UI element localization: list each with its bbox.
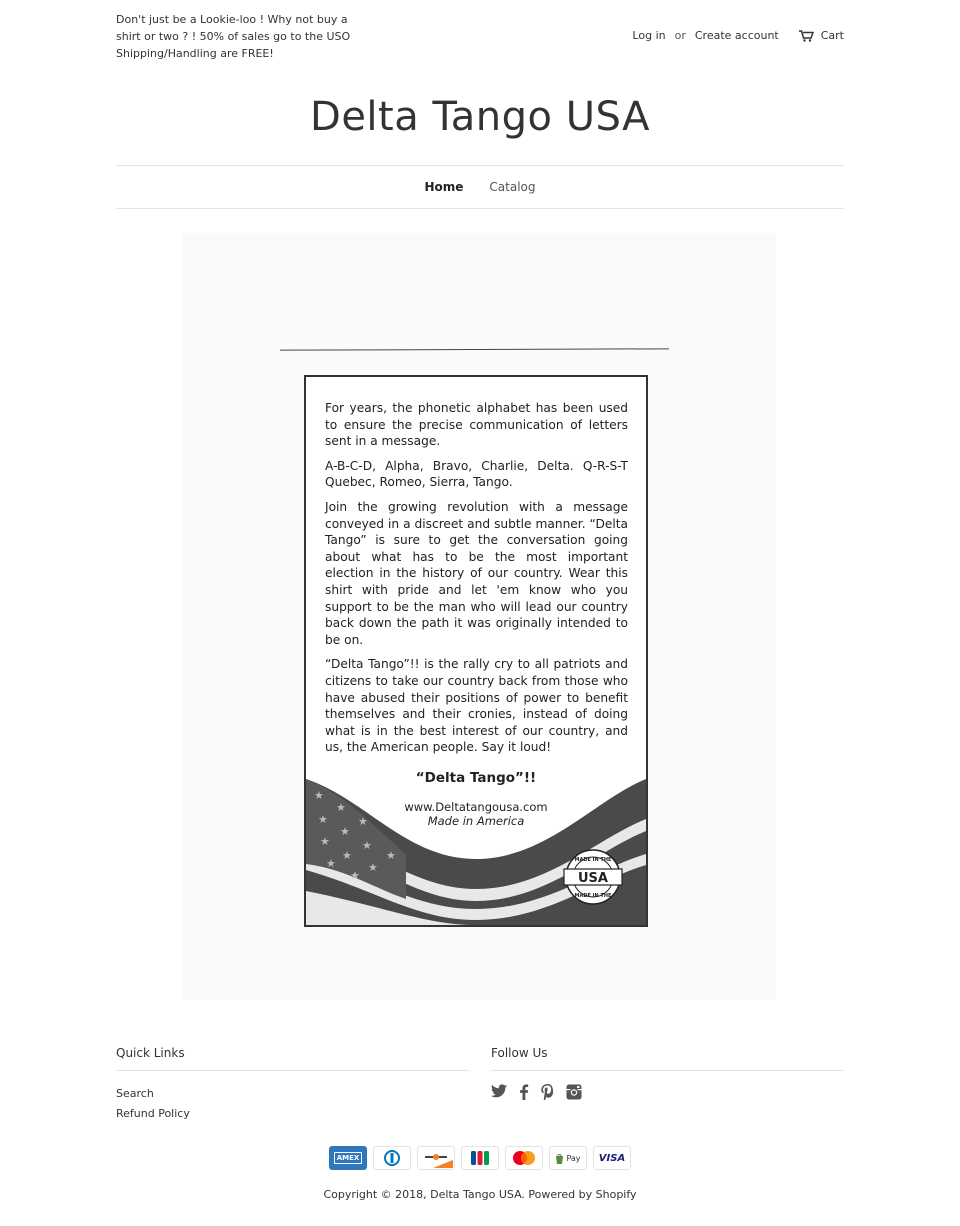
svg-text:★: ★ <box>386 849 396 862</box>
facebook-icon[interactable] <box>519 1084 529 1100</box>
jcb-icon <box>461 1146 499 1170</box>
shopify-pay-icon: Pay <box>549 1146 587 1170</box>
american-flag-graphic <box>306 779 646 925</box>
cart-link[interactable] <box>799 29 844 42</box>
copyright-text: Copyright © 2018, Delta Tango USA. Powered by Shopify <box>323 1188 637 1201</box>
instagram-icon[interactable] <box>566 1084 582 1100</box>
login-link[interactable]: Log in <box>632 29 666 42</box>
follow-us-title: Follow Us <box>491 1046 844 1071</box>
visa-icon: VISA <box>593 1146 631 1170</box>
flyer-url: www.Deltatangousa.com <box>404 799 548 814</box>
svg-text:★: ★ <box>336 801 346 814</box>
discover-icon <box>417 1146 455 1170</box>
svg-text:★: ★ <box>368 861 378 874</box>
amex-icon: AMEX <box>329 1146 367 1170</box>
flyer-paragraph-1: For years, the phonetic alphabet has been used to ensure the precise communication of letters sent in a message. <box>325 401 628 449</box>
or-separator: or <box>674 29 686 42</box>
svg-text:★: ★ <box>320 835 330 848</box>
svg-text:★: ★ <box>342 849 352 862</box>
flyer-made-in: Made in America <box>427 813 525 828</box>
site-title[interactable]: Delta Tango USA <box>310 94 650 140</box>
svg-text:★: ★ <box>358 815 368 828</box>
svg-text:★: ★ <box>326 857 336 870</box>
mastercard-icon <box>505 1146 543 1170</box>
featured-image <box>183 233 776 1000</box>
svg-text:★: ★ <box>350 869 360 882</box>
scan-rule-line <box>280 348 669 350</box>
flyer-paragraph-3: Join the growing revolution with a message conveyed in a discreet and subtle manner. “Delta Tango” is sure to get the conversation going about what has to be the most important election in the history of our country. Wear this shirt with pride and let 'em know who you support to be the man who will lead our country back down the path it was originally intended to be on. <box>325 499 628 647</box>
footer-follow-us <box>491 1046 844 1100</box>
cart-icon <box>799 30 814 42</box>
account-links <box>632 29 844 42</box>
cart-label: Cart <box>820 29 844 42</box>
badge-bottom-text: MADE IN THE <box>574 893 612 899</box>
svg-text:★: ★ <box>318 813 328 826</box>
footer-quick-links <box>116 1046 469 1124</box>
nav-item-catalog[interactable]: Catalog <box>489 180 536 194</box>
announcement-text: Don't just be a Lookie-loo ! Why not buy a shirt or two ? ! 50% of sales go to the USO Shipping/Handling are FREE! <box>116 13 351 60</box>
quick-links-title: Quick Links <box>116 1046 469 1071</box>
diners-club-icon <box>373 1146 411 1170</box>
badge-top-text: MADE IN THE <box>574 857 612 863</box>
pinterest-icon[interactable] <box>541 1084 554 1100</box>
nav-item-home[interactable]: Home <box>424 180 464 194</box>
svg-text:★: ★ <box>314 789 324 802</box>
main-nav <box>116 165 844 209</box>
flyer-slogan: “Delta Tango”!! <box>415 769 537 786</box>
payment-methods <box>0 1146 960 1170</box>
create-account-link[interactable]: Create account <box>694 29 779 42</box>
flyer-card <box>304 375 648 927</box>
badge-usa-text: USA <box>578 871 608 886</box>
svg-text:★: ★ <box>362 839 372 852</box>
svg-text:★: ★ <box>340 825 350 838</box>
twitter-icon[interactable] <box>491 1084 507 1100</box>
footer-link-search[interactable]: Search <box>116 1087 154 1100</box>
footer-link-refund-policy[interactable]: Refund Policy <box>116 1107 190 1120</box>
flyer-paragraph-2: A-B-C-D, Alpha, Bravo, Charlie, Delta. Q-R-S-T Quebec, Romeo, Sierra, Tango. <box>325 458 628 490</box>
flyer-paragraph-4: “Delta Tango”!! is the rally cry to all patriots and citizens to take our country back from those who have abused their positions of power to benefit themselves and their cronies, instead of doing what is in the best interest of our country, and us, the American people. Say it loud! <box>325 657 628 755</box>
